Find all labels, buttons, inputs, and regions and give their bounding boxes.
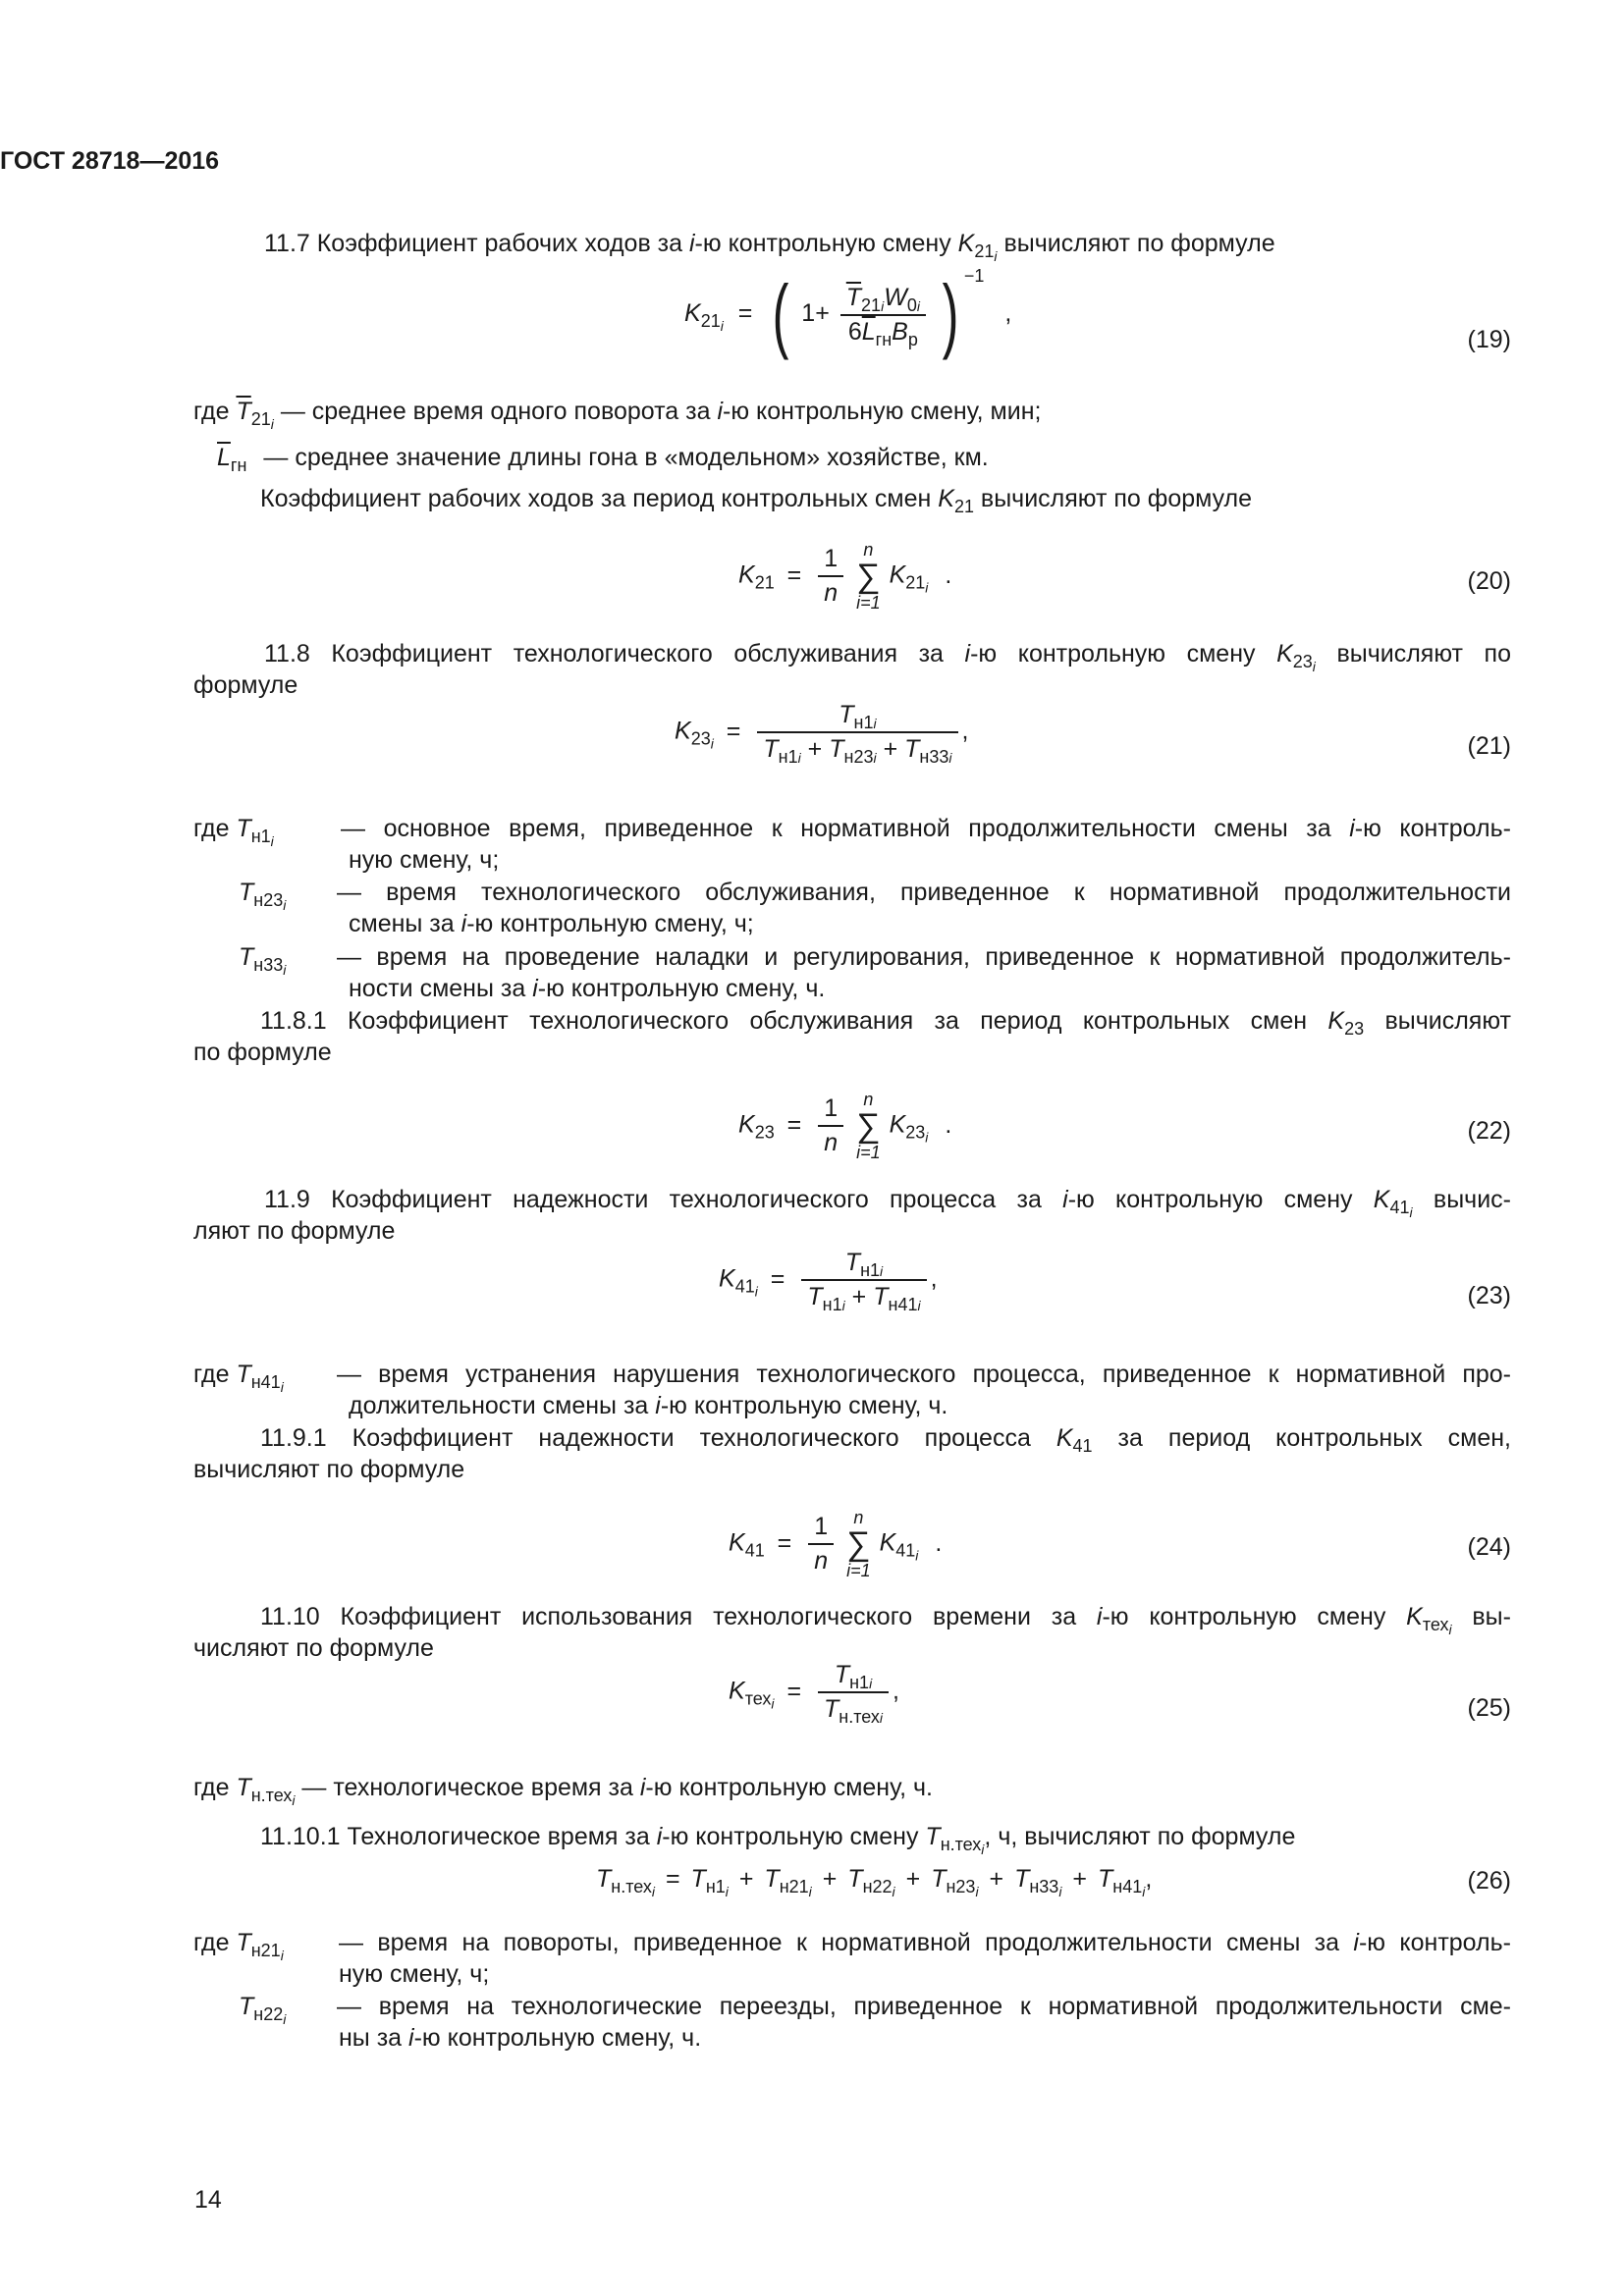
paragraph-11-9-line1: 11.9 Коэффициент надежности технологического процесса за i-ю контрольную смену $K_{41i}$ вычис- bbox=[264, 1186, 1511, 1220]
definition-tn22-line2: ны за i-ю контрольную смену, ч. bbox=[339, 2024, 702, 2052]
definition-tntex: где $T_{н.техi}$ — технологическое время за i-ю контрольную смену, ч. bbox=[193, 1774, 933, 1808]
definition-tn33-line2: ности смены за i-ю контрольную смену, ч. bbox=[349, 975, 826, 1002]
paragraph-11-8-line2: формуле bbox=[193, 671, 298, 699]
paragraph-11-7-b: Коэффициент рабочих ходов за период контрольных смен $K_{21}$ вычисляют по формуле bbox=[260, 485, 1253, 516]
definition-tn1-label: где $T_{н1i}$ bbox=[193, 815, 274, 849]
paragraph-11-8-line1: 11.8 Коэффициент технологического обслуживания за i-ю контрольную смену $K_{23i}$ вычисляют по bbox=[264, 640, 1511, 674]
equation-number-26: (26) bbox=[1467, 1867, 1511, 1895]
equation-number-23: (23) bbox=[1467, 1282, 1511, 1309]
equation-number-25: (25) bbox=[1467, 1694, 1511, 1722]
equation-number-19: (19) bbox=[1467, 326, 1511, 353]
paragraph-11-8-1-line1: 11.8.1 Коэффициент технологического обслуживания за период контрольных смен $K_{23}$ вычисляют bbox=[260, 1007, 1511, 1039]
definition-tn1-line2: ную смену, ч; bbox=[349, 846, 500, 874]
definition-tn41-label: где $T_{н41i}$ bbox=[193, 1361, 284, 1395]
equation-number-22: (22) bbox=[1467, 1117, 1511, 1145]
paragraph-11-8-1-line2: по формуле bbox=[193, 1039, 332, 1066]
formula-23: $K_{41i}$ = $\frac{T_{н1i}}{T_{н1i} + T_{н41i}}$ , bbox=[719, 1249, 938, 1314]
definition-tn23-line2: смены за i-ю контрольную смену, ч; bbox=[349, 910, 754, 937]
definition-tn41-line2: должительности смены за i-ю контрольную смену, ч. bbox=[349, 1392, 948, 1419]
definition-tn33-line1: — время на проведение наладки и регулирования, приведенное к нормативной продолжитель- bbox=[337, 943, 1511, 971]
paragraph-11-9-1-line2: вычисляют по формуле bbox=[193, 1456, 465, 1483]
formula-24: $K_{41}$ = $\frac{1}{n}$ n ∑ i=1 $K_{41i}$ . bbox=[729, 1508, 943, 1580]
definition-tn23-label: $T_{н23i}$ bbox=[239, 879, 287, 913]
definition-tn22-line1: — время на технологические переезды, приведенное к нормативной продолжительности сме- bbox=[337, 1993, 1511, 2020]
paragraph-11-10-line2: числяют по формуле bbox=[193, 1634, 434, 1662]
definition-tn41-line1: — время устранения нарушения технологического процесса, приведенное к нормативной про- bbox=[337, 1361, 1511, 1388]
formula-22: $K_{23}$ = $\frac{1}{n}$ n ∑ i=1 $K_{23i}$ . bbox=[738, 1090, 952, 1162]
formula-19: $K_{21i}$ = ( 1+ $\frac{\overline{T}_{21i}W_{0i}}{6\overline{L}_{гн}B_р}$ ) $^{-1}$ , bbox=[684, 266, 1012, 360]
page-number: 14 bbox=[194, 2186, 222, 2214]
paragraph-11-7: 11.7 Коэффициент рабочих ходов за i-ю контрольную смену $K_{21i}$ вычисляют по формуле bbox=[264, 230, 1275, 264]
paragraph-11-10-1: 11.10.1 Технологическое время за i-ю контрольную смену $T_{н.техi}$, ч, вычисляют по формуле bbox=[260, 1823, 1296, 1857]
formula-21: $K_{23i}$ = $\frac{T_{н1i}}{T_{н1i} + T_{н23i} + T_{н33i}}$ , bbox=[675, 701, 969, 767]
definition-tn21-label: где $T_{н21i}$ bbox=[193, 1929, 284, 1963]
definition-tn22-label: $T_{н22i}$ bbox=[239, 1993, 287, 2027]
definition-tn21-line2: ную смену, ч; bbox=[339, 1960, 490, 1988]
paragraph-11-9-1-line1: 11.9.1 Коэффициент надежности технологического процесса $K_{41}$ за период контрольных смен, bbox=[260, 1424, 1511, 1456]
definition-tn33-label: $T_{н33i}$ bbox=[239, 943, 287, 978]
equation-number-20: (20) bbox=[1467, 567, 1511, 595]
definition-t21: где $\overline{T}_{21i}$ — среднее время одного поворота за i-ю контрольную смену, мин; bbox=[193, 398, 1042, 432]
formula-26: $T_{н.техi} = T_{н1i} + T_{н21i} + T_{н22i} + T_{н23i} + T_{н33i} + T_{н41i}$, bbox=[596, 1865, 1153, 1899]
paragraph-11-9-line2: ляют по формуле bbox=[193, 1217, 396, 1245]
paragraph-11-10-line1: 11.10 Коэффициент использования технологического времени за i-ю контрольную смену $K_{техi}$ вы- bbox=[260, 1603, 1511, 1637]
definition-lgn: $\overline{L}_{гн}$ — среднее значение длины гона в «модельном» хозяйстве, км. bbox=[217, 444, 989, 475]
equation-number-24: (24) bbox=[1467, 1533, 1511, 1561]
definition-tn23-line1: — время технологического обслуживания, приведенное к нормативной продолжительности bbox=[337, 879, 1511, 906]
equation-number-21: (21) bbox=[1467, 732, 1511, 760]
definition-tn21-line1: — время на повороты, приведенное к нормативной продолжительности смены за i-ю контроль- bbox=[339, 1929, 1511, 1956]
formula-25: $K_{техi}$ = $\frac{T_{н1i}}{T_{н.техi}}$ , bbox=[729, 1661, 899, 1727]
definition-tn1-line1: — основное время, приведенное к нормативной продолжительности смены за i-ю контроль- bbox=[341, 815, 1511, 842]
document-header: ГОСТ 28718—2016 bbox=[0, 147, 220, 175]
formula-20: $K_{21}$ = $\frac{1}{n}$ n ∑ i=1 $K_{21i}$ . bbox=[738, 540, 952, 613]
